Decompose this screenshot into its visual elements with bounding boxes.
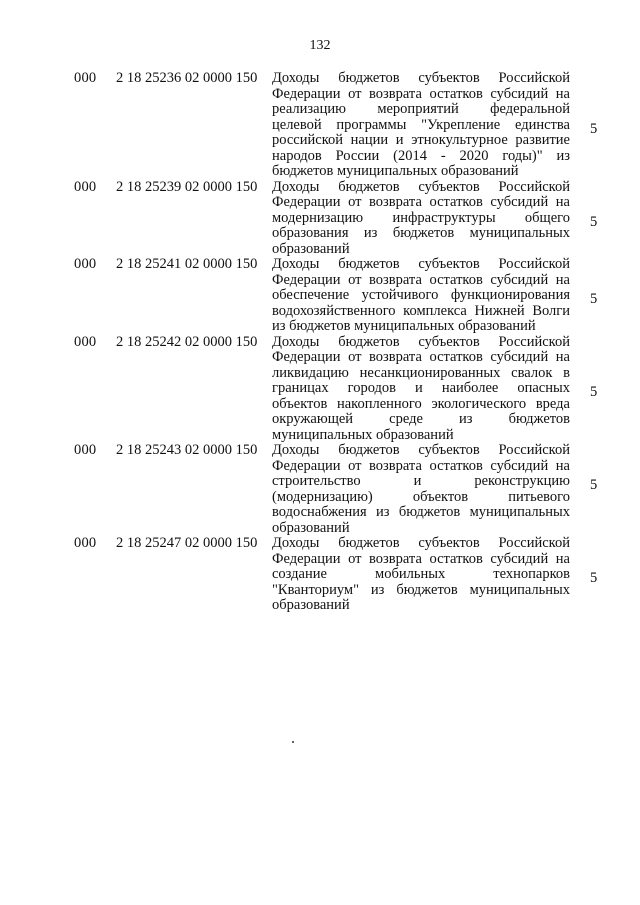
description-line: водоснабжения из бюджетов муниципальных [272, 504, 570, 520]
scan-speck [292, 741, 294, 743]
income-description [272, 71, 570, 180]
income-description [272, 536, 570, 614]
amount-value: 5 [590, 477, 598, 493]
income-description [272, 443, 570, 536]
description-line: бюджетов муниципальных образований [272, 163, 519, 179]
description-line: Федерации от возврата остатков субсидий на [272, 550, 570, 567]
description-line: модернизацию инфраструктуры общего [272, 209, 570, 226]
description-line: Доходы бюджетов субъектов Российской [272, 256, 570, 272]
admin-code: 000 [74, 256, 97, 272]
description-line: Доходы бюджетов субъектов Российской [272, 442, 570, 458]
description-line: окружающей среде из бюджетов [272, 411, 570, 427]
description-line: создание мобильных технопарков [272, 566, 570, 582]
description-line: образования из бюджетов муниципальных [272, 225, 570, 241]
description-line: водохозяйственного комплекса Нижней Волги [272, 302, 570, 319]
table-row [0, 335, 640, 444]
amount-value: 5 [590, 291, 598, 307]
description-line: (модернизацию) объектов питьевого [272, 488, 570, 505]
admin-code: 000 [74, 333, 97, 350]
description-line: Федерации от возврата остатков субсидий на [272, 271, 570, 288]
budget-code-table [0, 71, 640, 614]
budget-classification-code: 2 18 25241 02 0000 150 [116, 256, 258, 272]
income-description [272, 257, 570, 335]
description-line: обеспечение устойчивого функционирования [272, 287, 570, 303]
table-row [0, 257, 640, 335]
description-line: Доходы бюджетов субъектов Российской [272, 333, 570, 350]
description-line: народов России (2014 - 2020 годы)" из [272, 147, 570, 164]
description-line: целевой программы "Укрепление единства [272, 116, 570, 133]
income-description [272, 335, 570, 444]
amount-value: 5 [590, 213, 598, 230]
description-line: Доходы бюджетов субъектов Российской [272, 70, 570, 86]
description-line: Федерации от возврата остатков субсидий на [272, 194, 570, 210]
table-row [0, 443, 640, 536]
description-line: Федерации от возврата остатков субсидий на [272, 85, 570, 102]
admin-code: 000 [74, 178, 97, 195]
description-line: Федерации от возврата остатков субсидий на [272, 457, 570, 474]
amount-value: 5 [590, 570, 598, 586]
description-line: реализацию мероприятий федеральной [272, 101, 570, 117]
description-line: образований [272, 240, 350, 257]
description-line: из бюджетов муниципальных образований [272, 318, 536, 334]
budget-classification-code: 2 18 25239 02 0000 150 [116, 178, 258, 195]
description-line: ликвидацию несанкционированных свалок в [272, 364, 570, 381]
description-line: образований [272, 519, 350, 536]
income-description [272, 180, 570, 258]
table-row [0, 180, 640, 258]
page-number: 132 [309, 38, 331, 53]
amount-value: 5 [590, 384, 598, 400]
description-line: Федерации от возврата остатков субсидий на [272, 349, 570, 365]
description-line: российской нации и этнокультурное развитие [272, 132, 570, 148]
description-line: Доходы бюджетов субъектов Российской [272, 535, 570, 551]
admin-code: 000 [74, 70, 97, 86]
admin-code: 000 [74, 442, 97, 458]
description-line: объектов накопленного экологического вреда [272, 395, 570, 412]
budget-classification-code: 2 18 25236 02 0000 150 [116, 70, 258, 86]
description-line: "Кванториум" из бюджетов муниципальных [272, 581, 570, 598]
description-line: строительство и реконструкцию [272, 473, 570, 489]
table-row [0, 536, 640, 614]
budget-classification-code: 2 18 25242 02 0000 150 [116, 333, 258, 350]
description-line: муниципальных образований [272, 426, 454, 443]
amount-value: 5 [590, 120, 598, 137]
table-row [0, 71, 640, 180]
budget-classification-code: 2 18 25247 02 0000 150 [116, 535, 258, 551]
description-line: образований [272, 597, 350, 613]
description-line: Доходы бюджетов субъектов Российской [272, 178, 570, 195]
description-line: границах городов и наиболее опасных [272, 380, 570, 396]
budget-classification-code: 2 18 25243 02 0000 150 [116, 442, 258, 458]
admin-code: 000 [74, 535, 97, 551]
